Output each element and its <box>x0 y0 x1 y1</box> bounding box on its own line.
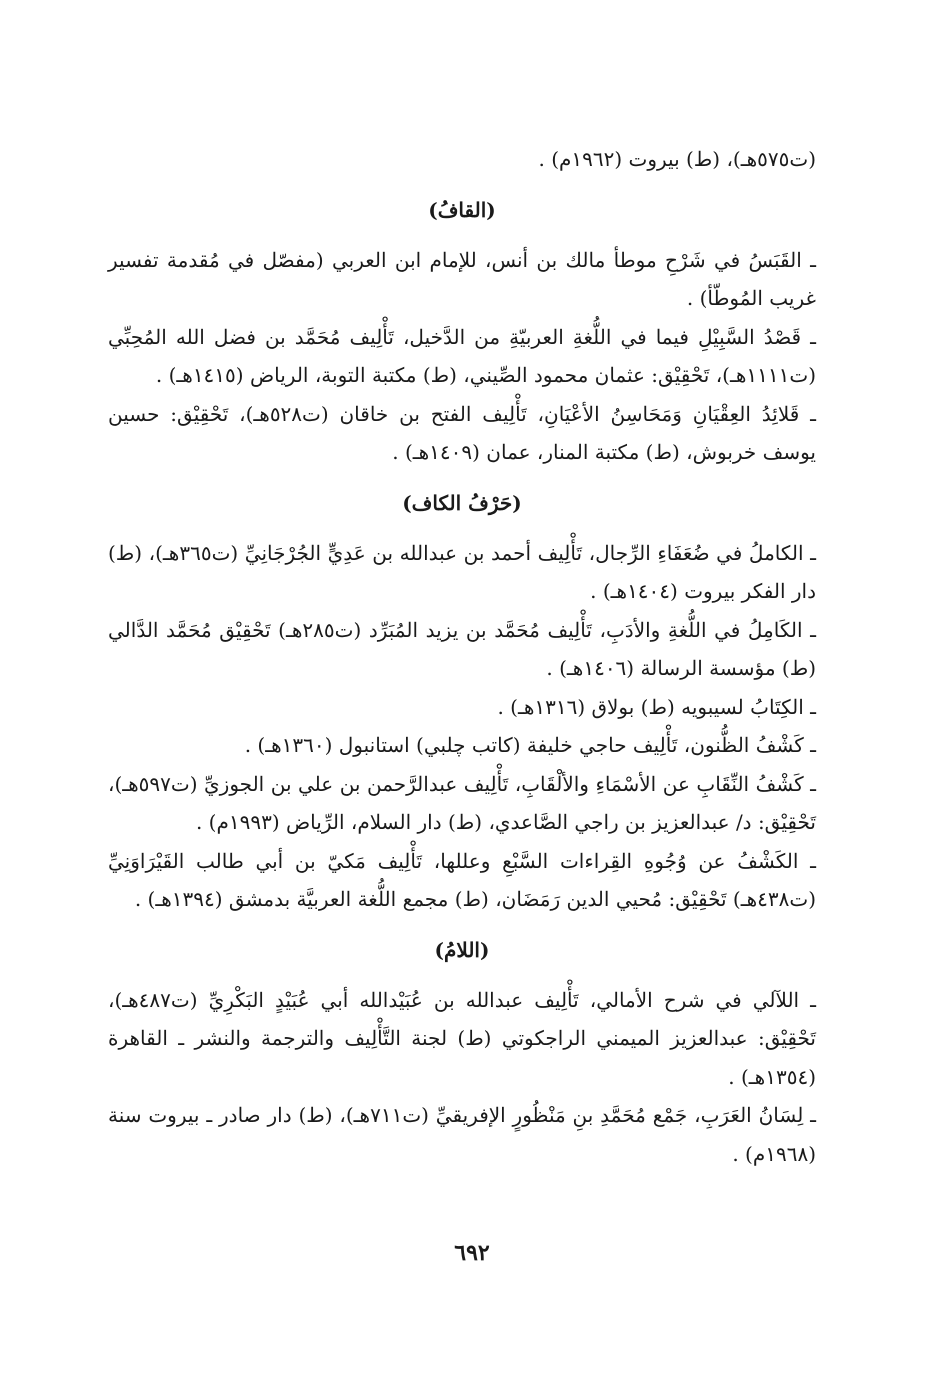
continuation-line: (ت٥٧٥هـ)، (ط) بيروت (١٩٦٢م) . <box>538 147 816 171</box>
list-item: ـ الكاملُ في ضُعَفَاءِ الرِّجال، تَأْلِيف أحمد بن عبدالله بن عَدِيٍّ الجُرْجَانِيِّ (ت٣٦٥هـ)، (ط) دار الفكر بيروت (١٤٠٤هـ) . <box>108 540 816 603</box>
page-number: ٦٩٢ <box>454 1240 490 1266</box>
list-item: ـ اللآلي في شرح الأمالي، تَأْلِيف عبدالله بن عُبَيْدالله أبي عُبَيْدٍ البَكْرِيِّ (ت٤٨٧هـ)، تَحْقِيْق: عبدالعزيز الميمني الراجكوتي (ط) لجنة التَّأْلِيف والترجمة والنشر ـ القاهرة (١٣٥٤هـ) . <box>108 987 816 1089</box>
list-item: ـ قَلائِدُ العِقْيَانِ وَمَحَاسِنُ الأعْيَانِ، تَأْلِيف الفتح بن خاقان (ت٥٢٨هـ)، تَحْقِيْق: حسين يوسف خربوش، (ط) مكتبة المنار، عمان (١٤٠٩هـ) . <box>108 401 816 464</box>
section-title-kaf: (حَرْفُ الكاف) <box>402 490 522 515</box>
list-item: ـ الكِتَابُ لسيبويه (ط) بولاق (١٣١٦هـ) . <box>497 694 816 719</box>
list-item: ـ كَشْفُ الظُّنون، تَأْلِيف حاجي خليفة (كاتب چلبي) استانبول (١٣٦٠هـ) . <box>244 733 816 757</box>
list-item: ـ كَشْفُ النِّقَابِ عن الأسْمَاءِ والألْقَابِ، تَأْلِيف عبدالرَّحمن بن علي بن الجوزيِّ (ت٥٩٧هـ)، تَحْقِيْق: د/ عبدالعزيز بن راجي الصَّاعدي، (ط) دار السلام، الرِّياض (١٩٩٣م) . <box>108 771 816 834</box>
list-item: ـ لِسَانُ العَرَبِ، جَمْع مُحَمَّدِ بنِ مَنْظُورٍ الإفريقيِّ (ت٧١١هـ)، (ط) دار صادر ـ بيروت سنة (١٩٦٨م) . <box>108 1103 816 1166</box>
page-body <box>108 140 816 1173</box>
list-item: ـ الكَامِلُ في اللُّغةِ والأدَبِ، تَأْلِيف مُحَمَّد بن يزيد المُبَرِّد (ت٢٨٥هـ) تَحْقِيْق مُحَمَّد الدَّالي (ط) مؤسسة الرسالة (١٤٠٦هـ) . <box>108 617 816 680</box>
list-item: ـ القَبَسُ في شَرْحِ موطأ مالك بن أنس، للإمام ابن العربي (مفصّل في مُقدمة تفسير غريب المُوطّأ) . <box>108 247 816 310</box>
list-item: ـ قَصْدُ السَّبِيْلِ فيما في اللُّغةِ العربيّةِ من الدَّخيل، تَأْلِيف مُحَمَّد بن فضل الله المُحِبِّي (ت١١١١هـ)، تَحْقِيْق: عثمان محمود الصِّيني، (ط) مكتبة التوبة، الرياض (١٤١٥هـ) . <box>108 324 816 387</box>
section-title-qaf: (القافُ) <box>428 197 496 222</box>
list-item: ـ الكَشْفُ عن وُجُوهِ القِراءات السَّبْعِ وعللها، تَأْلِيف مَكيّ بن أبي طالب القَيْرَاوَنِيِّ (ت٤٣٨هـ) تَحْقِيْق: مُحيي الدين رَمَضَان، (ط) مجمع اللُّغة العربيَّة بدمشق (١٣٩٤هـ) . <box>108 848 816 911</box>
section-title-lam: (اللامُ) <box>434 937 490 962</box>
